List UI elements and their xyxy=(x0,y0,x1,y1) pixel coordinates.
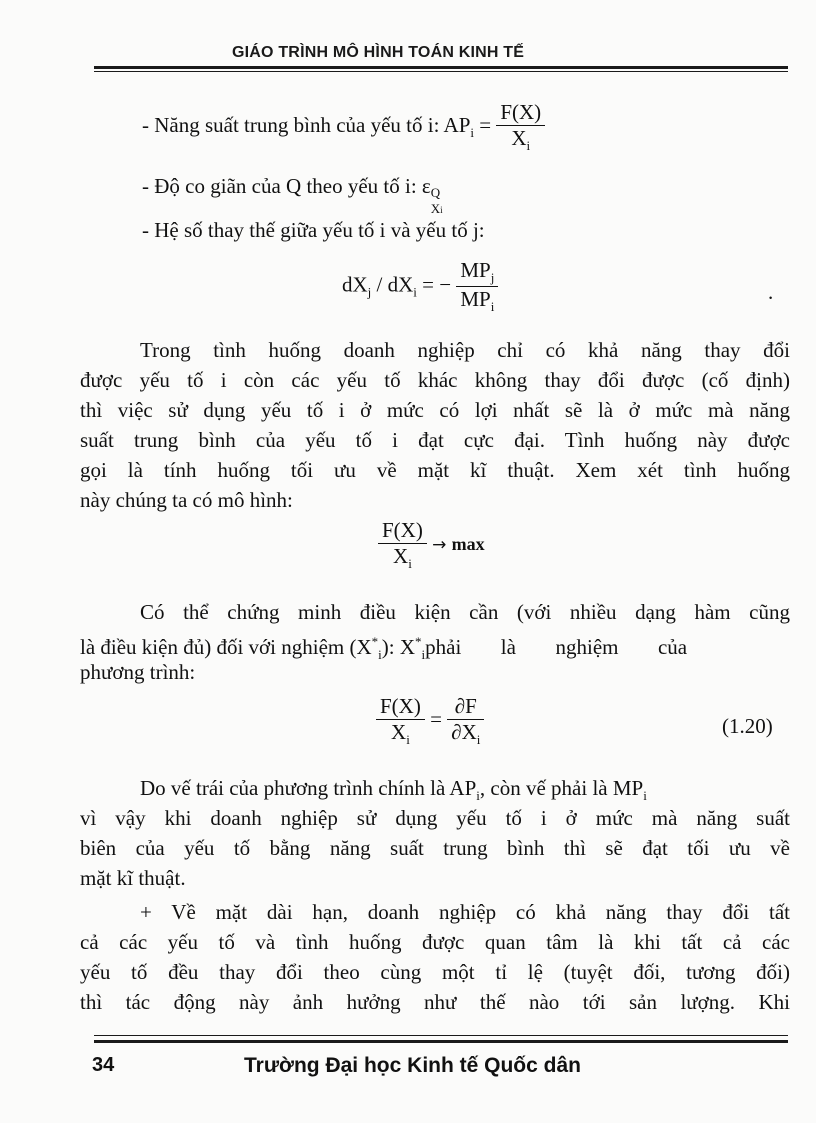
paragraph-2-line-1: Có thể chứng minh điều kiện cần (với nhiều dạng hàm cũng xyxy=(140,600,790,624)
running-header: GIÁO TRÌNH MÔ HÌNH TOÁN KINH TẾ xyxy=(232,44,525,61)
footer-rule-thin xyxy=(94,1035,788,1036)
paragraph-4-line-3: yếu tố đều thay đổi theo cùng một tỉ lệ (tuyệt đối, tương đối) xyxy=(80,960,790,984)
substitution-fraction: $\frac{MP_j}{MP_i}$ xyxy=(456,258,498,315)
right-arrow-icon: → xyxy=(432,534,447,555)
paragraph-1-line-3: thì việc sử dụng yếu tố i ở mức có lợi nhất sẽ là ở mức mà năng xyxy=(80,398,790,422)
paragraph-1-line-6: này chúng ta có mô hình: xyxy=(80,488,293,512)
paragraph-4-line-1: + Về mặt dài hạn, doanh nghiệp có khả năng thay đổi tất xyxy=(140,900,790,924)
equation-left-fraction: $\frac{F(X)}{X_i}$ xyxy=(376,694,425,748)
equation-number: (1.20) xyxy=(722,714,773,738)
substitution-label: - Hệ số thay thế giữa yếu tố i và yếu tố j: xyxy=(142,218,485,242)
average-product-line: - Năng suất trung bình của yếu tố i: $AP_i$ = $\frac{F(X)}{X_i}$ xyxy=(142,100,545,154)
average-product-fraction: $\frac{F(X)}{X_i}$ xyxy=(496,100,545,154)
equation-right-fraction: $\frac{\partial F}{\partial X_i}$ xyxy=(447,694,484,748)
paragraph-1-line-4: suất trung bình của yếu tố i đạt cực đại. Tình huống này được xyxy=(80,428,790,452)
paragraph-2-line-3: phương trình: xyxy=(80,660,196,684)
max-model: $\frac{F(X)}{X_i}$ → max xyxy=(378,518,485,572)
paragraph-3-line-1: Do vế trái của phương trình chính là $AP_i$, còn vế phải là $MP_i$ xyxy=(140,776,647,804)
max-fraction: $\frac{F(X)}{X_i}$ xyxy=(378,518,427,572)
paragraph-3-line-2: vì vậy khi doanh nghiệp sử dụng yếu tố i ở mức mà năng suất xyxy=(80,806,790,830)
page-number: 34 xyxy=(92,1054,115,1076)
footer-rule xyxy=(94,1040,788,1043)
paragraph-1-line-5: gọi là tính huống tối ưu về mặt kĩ thuật. Xem xét tình huống xyxy=(80,458,790,482)
running-footer: Trường Đại học Kinh tế Quốc dân xyxy=(244,1054,581,1077)
paragraph-3-line-3: biên của yếu tố bằng năng suất trung bình thì sẽ đạt tối ưu về xyxy=(80,836,790,860)
header-rule xyxy=(94,66,788,69)
equation-1-20: $\frac{F(X)}{X_i}$ = $\frac{\partial F}{\partial X_i}$ xyxy=(376,694,484,748)
paragraph-2-line-2: là điều kiện đủ) đối với nghiệm $(X^*_i)$: $X^*_iphải$ là nghiệm của xyxy=(80,634,688,663)
paragraph-4-line-4: thì tác động này ảnh hưởng như thế nào tới sản lượng. Khi xyxy=(80,990,790,1014)
paragraph-1-line-2: được yếu tố i còn các yếu tố khác không thay đổi được (cố định) xyxy=(80,368,790,392)
elasticity-line: - Độ co giãn của Q theo yếu tố i: ε Q Xi xyxy=(142,174,443,216)
stray-dot: . xyxy=(768,280,774,304)
paragraph-3-line-4: mặt kĩ thuật. xyxy=(80,866,186,890)
substitution-equation: $dX_j / dX_i$ = − $\frac{MP_j}{MP_i}$ xyxy=(342,258,498,315)
header-rule-thin xyxy=(94,71,788,72)
paragraph-1-line-1: Trong tình huống doanh nghiệp chỉ có khả năng thay đổi xyxy=(140,338,790,362)
paragraph-4-line-2: cả các yếu tố và tình huống được quan tâm là khi tất cả các xyxy=(80,930,790,954)
